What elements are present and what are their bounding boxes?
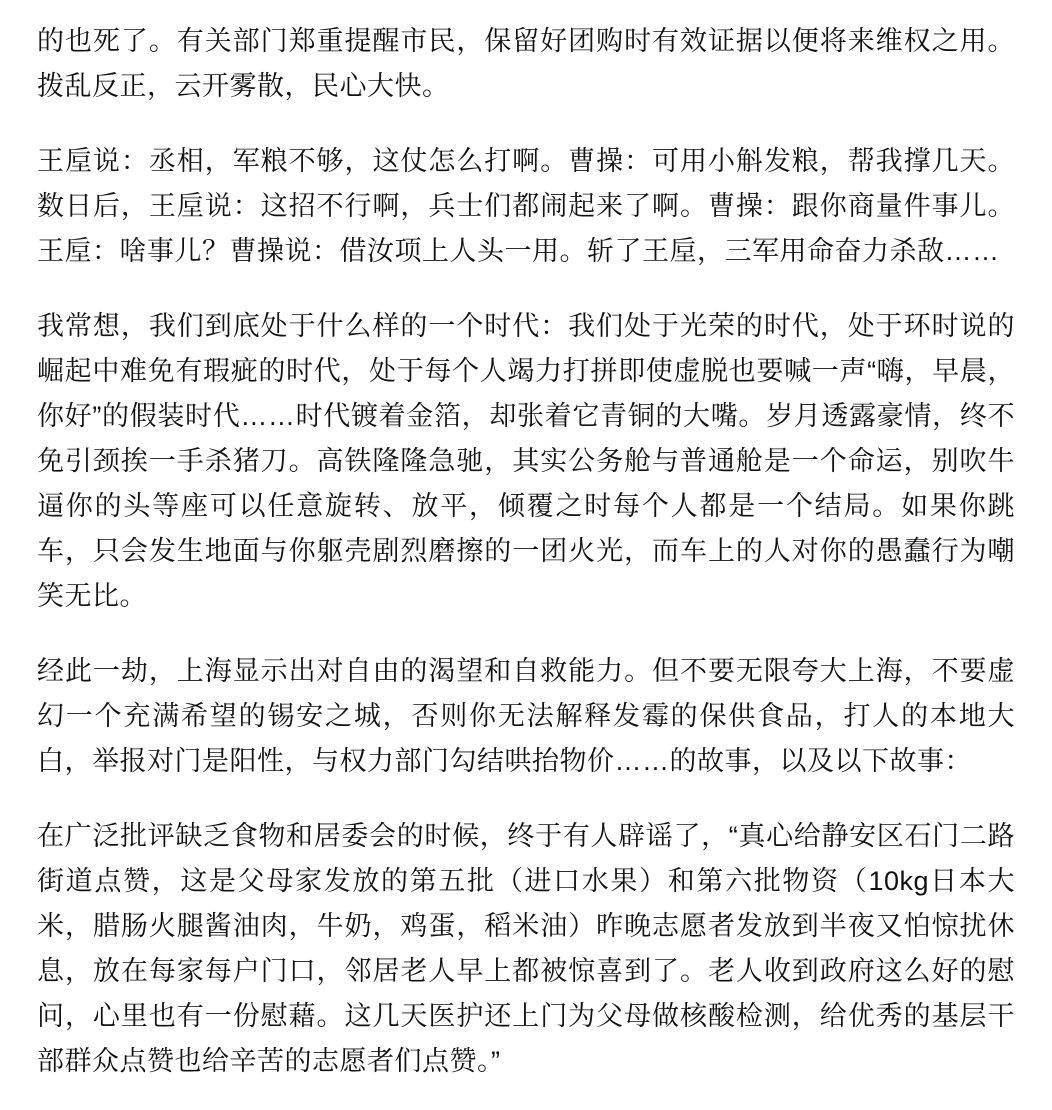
paragraph-shanghai-commentary: 经此一劫，上海显示出对自由的渴望和自救能力。但不要无限夸大上海，不要虚幻一个充满希望的锡安之城，否则你无法解释发霉的保供食品，打人的本地大白，举报对门是阳性，与权力部门勾结哄抬物价……的故事，以及以下故事： xyxy=(37,656,1015,776)
paragraph-victim-reminder: 的也死了。有关部门郑重提醒市民，保留好团购时有效证据以便将来维权之用。拨乱反正，云开雾散，民心大快。 xyxy=(37,26,1015,101)
paragraph-jingan-supplies-quote: 在广泛批评缺乏食物和居委会的时候，终于有人辟谣了，“真心给静安区石门二路街道点赞，这是父母家发放的第五批（进口水果）和第六批物资（10kg日本大米，腊肠火腿酱油肉，牛奶，鸡蛋，稻米油）昨晚志愿者发放到半夜又怕惊扰休息，放在每家每户门口，邻居老人早上都被惊喜到了。老人收到政府这么好的慰问，心里也有一份慰藉。这几天医护还上门为父母做核酸检测，给优秀的基层干部群众点赞也给辛苦的志愿者们点赞。” xyxy=(37,821,1015,1076)
paragraph-era-reflection: 我常想，我们到底处于什么样的一个时代：我们处于光荣的时代，处于环时说的崛起中难免有瑕疵的时代，处于每个人竭力打拼即使虚脱也要喊一声“嗨，早晨，你好”的假装时代……时代镀着金箔，却张着它青铜的大嘴。岁月透露豪情，终不免引颈挨一手杀猪刀。高铁隆隆急驰，其实公务舱与普通舱是一个命运，别吹牛逼你的头等座可以任意旋转、放平，倾覆之时每个人都是一个结局。如果你跳车，只会发生地面与你躯壳剧烈磨擦的一团火光，而车上的人对你的愚蠢行为嘲笑无比。 xyxy=(37,311,1015,611)
paragraph-wanghou-caocao-story: 王垕说：丞相，军粮不够，这仗怎么打啊。曹操：可用小斛发粮，帮我撑几天。数日后，王垕说：这招不行啊，兵士们都闹起来了啊。曹操：跟你商量件事儿。王垕：啥事儿？曹操说：借汝项上人头一用。斩了王垕，三军用命奋力杀敌…… xyxy=(37,146,1015,266)
